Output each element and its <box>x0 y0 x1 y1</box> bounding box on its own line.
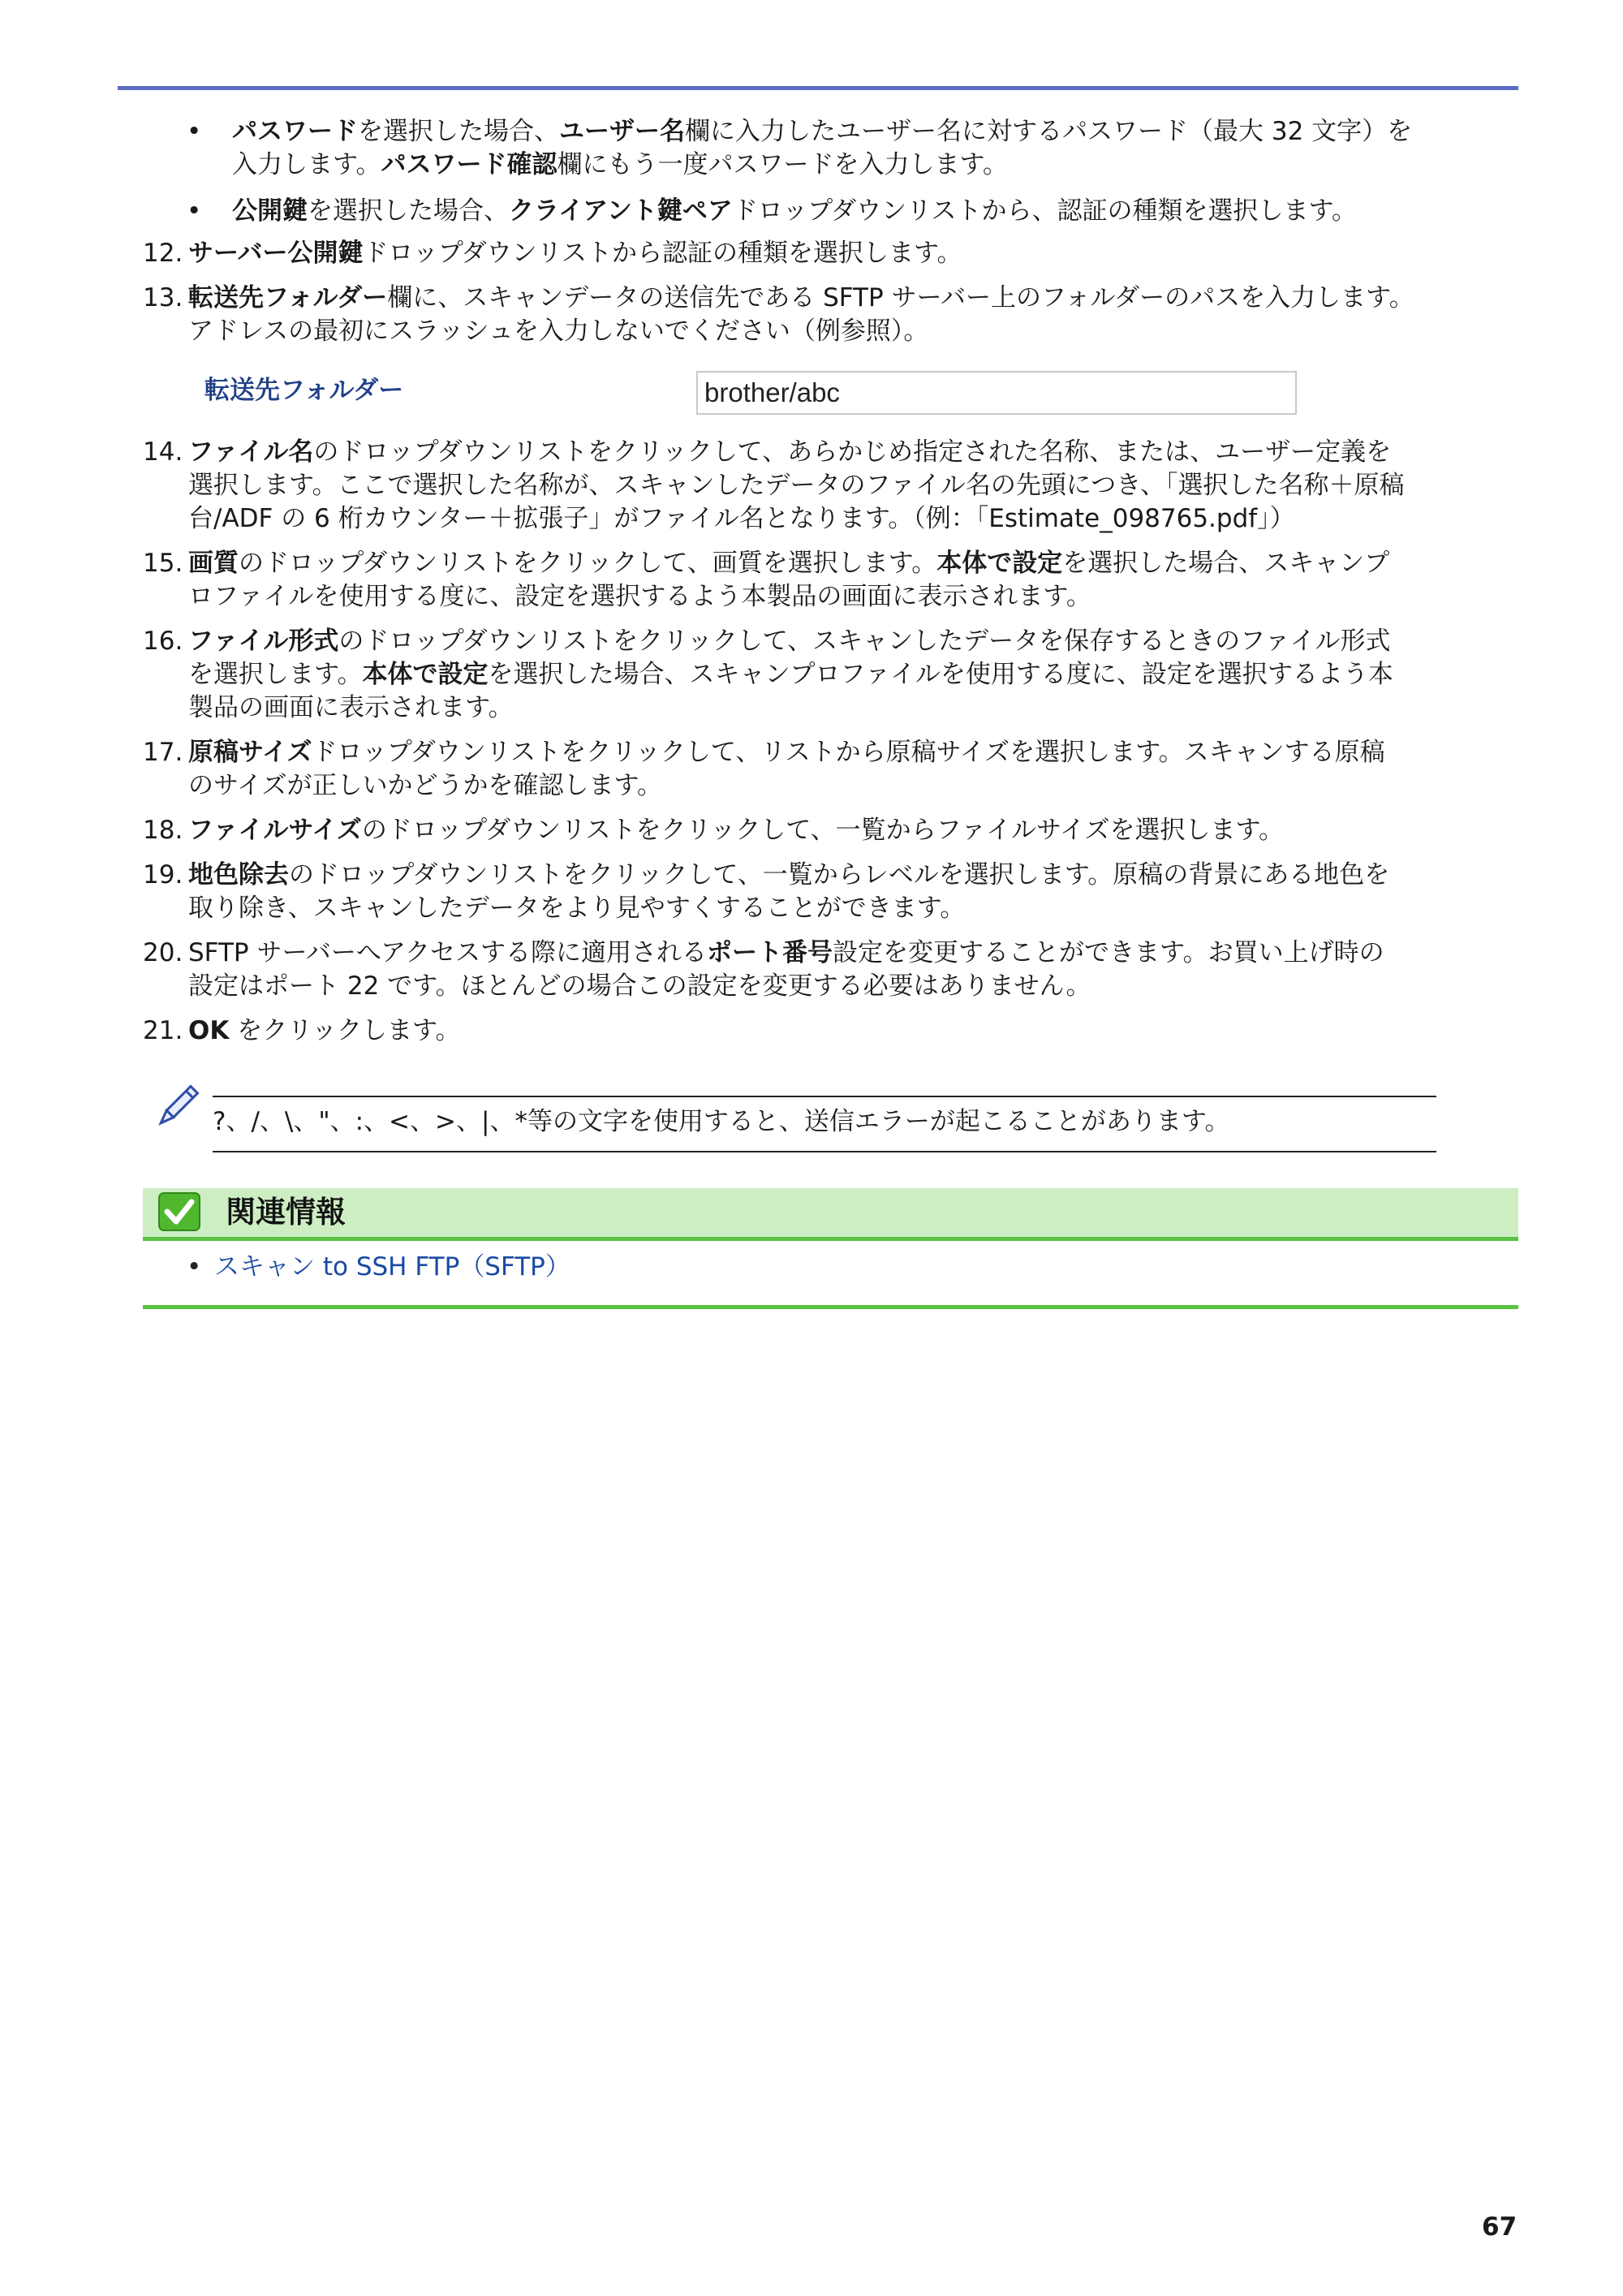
step-number: 14. <box>143 437 183 467</box>
bold-term: ファイルサイズ <box>188 816 362 845</box>
text-run: のドロップダウンリストをクリックして、一覧からレベルを選択します。原稿の背景にある地色を <box>289 860 1390 890</box>
step-line <box>188 315 1519 348</box>
text-run: ロファイルを使用する度に、設定を選択するよう本製品の画面に表示されます。 <box>188 582 1091 611</box>
text-run: ドロップダウンリストから認証の種類を選択します。 <box>363 239 962 268</box>
step-number: 18. <box>143 816 183 845</box>
text-run: 設定を変更することができます。お買い上げ時の <box>833 938 1384 967</box>
step-number: 12. <box>143 239 183 268</box>
step-line <box>188 937 1519 970</box>
related-info-title: 関連情報 <box>226 1195 346 1230</box>
step-19 <box>143 859 1519 925</box>
step-13 <box>143 282 1519 424</box>
text-run: を選択します。 <box>188 660 363 689</box>
bullet-line <box>232 115 1519 149</box>
bold-term: OK <box>188 1016 230 1045</box>
text-run: 欄に、スキャンデータの送信先である SFTP サーバー上のフォルダーのパスを入力します。 <box>387 283 1414 312</box>
text-run: 製品の画面に表示されます。 <box>188 693 514 722</box>
bold-term: 公開鍵 <box>232 196 308 226</box>
related-link-scan-to-sftp[interactable]: スキャン to SSH FTP（SFTP） <box>214 1252 570 1282</box>
bold-term: ポート番号 <box>707 938 833 967</box>
step-line <box>188 282 1519 315</box>
bold-term: 地色除去 <box>188 860 289 890</box>
steps-list <box>143 237 1519 1059</box>
bold-term: パスワード確認 <box>381 150 558 179</box>
text-run: を選択した場合、 <box>358 117 559 146</box>
text-run: 選択します。ここで選択した名称が、スキャンしたデータのファイル名の先頭につき、「選択した名称＋原稿 <box>188 471 1405 500</box>
step-line <box>188 625 1519 658</box>
step-number: 17. <box>143 738 183 767</box>
text-run: 欄に入力したユーザー名に対するパスワード（最大 32 文字）を <box>685 117 1413 146</box>
step-16 <box>143 625 1519 725</box>
related-info-header <box>143 1188 1518 1237</box>
text-run: のドロップダウンリストをクリックして、スキャンしたデータを保存するときのファイル形式 <box>338 627 1391 656</box>
text-run: を選択した場合、スキャンプロファイルを使用する度に、設定を選択するよう本 <box>488 660 1393 689</box>
page-number: 67 <box>1482 2212 1518 2242</box>
text-run: アドレスの最初にスラッシュを入力しないでください（例参照）。 <box>188 317 929 346</box>
step-line <box>188 970 1519 1003</box>
bold-term: ファイル形式 <box>188 627 339 656</box>
destination-folder-example <box>188 368 1519 424</box>
list-item <box>185 115 1519 182</box>
step-14 <box>143 436 1519 536</box>
bold-term: 画質 <box>188 549 239 578</box>
step-line <box>188 814 1519 847</box>
bullet-line <box>232 195 1519 228</box>
step-line <box>188 469 1519 502</box>
destination-folder-label: 転送先フォルダー <box>204 376 404 405</box>
text-run: ドロップダウンリストから、認証の種類を選択します。 <box>732 196 1358 226</box>
step-number: 13. <box>143 283 183 312</box>
step-line <box>188 658 1519 691</box>
text-run: を選択した場合、スキャンプ <box>1062 549 1390 578</box>
step-line <box>188 1014 1519 1048</box>
text-run: SFTP サーバーへアクセスする際に適用される <box>188 938 708 967</box>
bold-term: パスワード <box>232 117 358 146</box>
text-run: のドロップダウンリストをクリックして、一覧からファイルサイズを選択します。 <box>361 816 1285 845</box>
bullet-line <box>232 149 1519 182</box>
step-number: 21. <box>143 1016 183 1045</box>
step-17 <box>143 736 1519 803</box>
text-run: をクリックします。 <box>229 1016 461 1045</box>
bold-term: 本体で設定 <box>936 549 1063 578</box>
step-15 <box>143 547 1519 614</box>
bold-term: ユーザー名 <box>559 117 685 146</box>
step-number: 19. <box>143 860 183 890</box>
note-top-rule <box>213 1096 1436 1097</box>
text-run: のサイズが正しいかどうかを確認します。 <box>188 771 663 800</box>
password-bullet-list <box>185 115 1519 241</box>
step-number: 16. <box>143 627 183 656</box>
step-line <box>188 237 1519 270</box>
bold-term: 原稿サイズ <box>188 738 312 767</box>
bold-term: 転送先フォルダー <box>188 283 388 312</box>
step-line <box>188 691 1519 725</box>
note-bottom-rule <box>213 1151 1436 1152</box>
step-12 <box>143 237 1519 270</box>
step-line <box>188 892 1519 925</box>
text-run: のドロップダウンリストをクリックして、画質を選択します。 <box>239 549 937 578</box>
related-info-list <box>187 1250 570 1284</box>
step-line <box>188 502 1519 536</box>
text-run: を選択した場合、 <box>308 196 509 226</box>
bold-term: クライアント鍵ペア <box>509 196 733 226</box>
bold-term: サーバー公開鍵 <box>188 239 364 268</box>
bold-term: 本体で設定 <box>362 660 489 689</box>
list-item <box>187 1250 570 1284</box>
step-20 <box>143 937 1519 1003</box>
related-info-rule-bottom <box>143 1305 1518 1309</box>
text-run: のドロップダウンリストをクリックして、あらかじめ指定された名称、または、ユーザー定義を <box>313 437 1392 467</box>
checkmark-icon <box>157 1191 201 1232</box>
note-box <box>151 1081 1287 1154</box>
list-item <box>185 195 1519 228</box>
note-text: ?、/、\、"、:、<、>、|、*等の文字を使用すると、送信エラーが起こることがあります。 <box>213 1107 1230 1136</box>
bullet-dot: • <box>187 196 202 226</box>
step-line <box>188 547 1519 580</box>
step-line <box>188 859 1519 892</box>
text-run: 台/ADF の 6 桁カウンター＋拡張子」がファイル名となります。（例：「Estimate_098765.pdf」） <box>188 504 1295 533</box>
text-run: ドロップダウンリストをクリックして、リストから原稿サイズを選択します。スキャンする原稿 <box>312 738 1385 767</box>
text-run: 設定はポート 22 です。ほとんどの場合この設定を変更する必要はありません。 <box>188 971 1091 1001</box>
bullet-dot: • <box>187 1252 202 1282</box>
step-18 <box>143 814 1519 847</box>
top-rule <box>118 86 1518 90</box>
step-line <box>188 580 1519 614</box>
text-run: 欄にもう一度パスワードを入力します。 <box>557 150 1009 179</box>
step-line <box>188 736 1519 769</box>
related-info-rule-top <box>143 1237 1518 1241</box>
bold-term: ファイル名 <box>188 437 314 467</box>
step-line <box>188 436 1519 469</box>
step-21 <box>143 1014 1519 1048</box>
pencil-icon <box>151 1081 203 1133</box>
destination-folder-input[interactable] <box>696 371 1297 415</box>
step-number: 20. <box>143 938 183 967</box>
bullet-dot: • <box>187 117 202 146</box>
text-run: 取り除き、スキャンしたデータをより見やすくすることができます。 <box>188 894 966 923</box>
text-run: 入力します。 <box>232 150 381 179</box>
step-line <box>188 769 1519 803</box>
step-number: 15. <box>143 549 183 578</box>
